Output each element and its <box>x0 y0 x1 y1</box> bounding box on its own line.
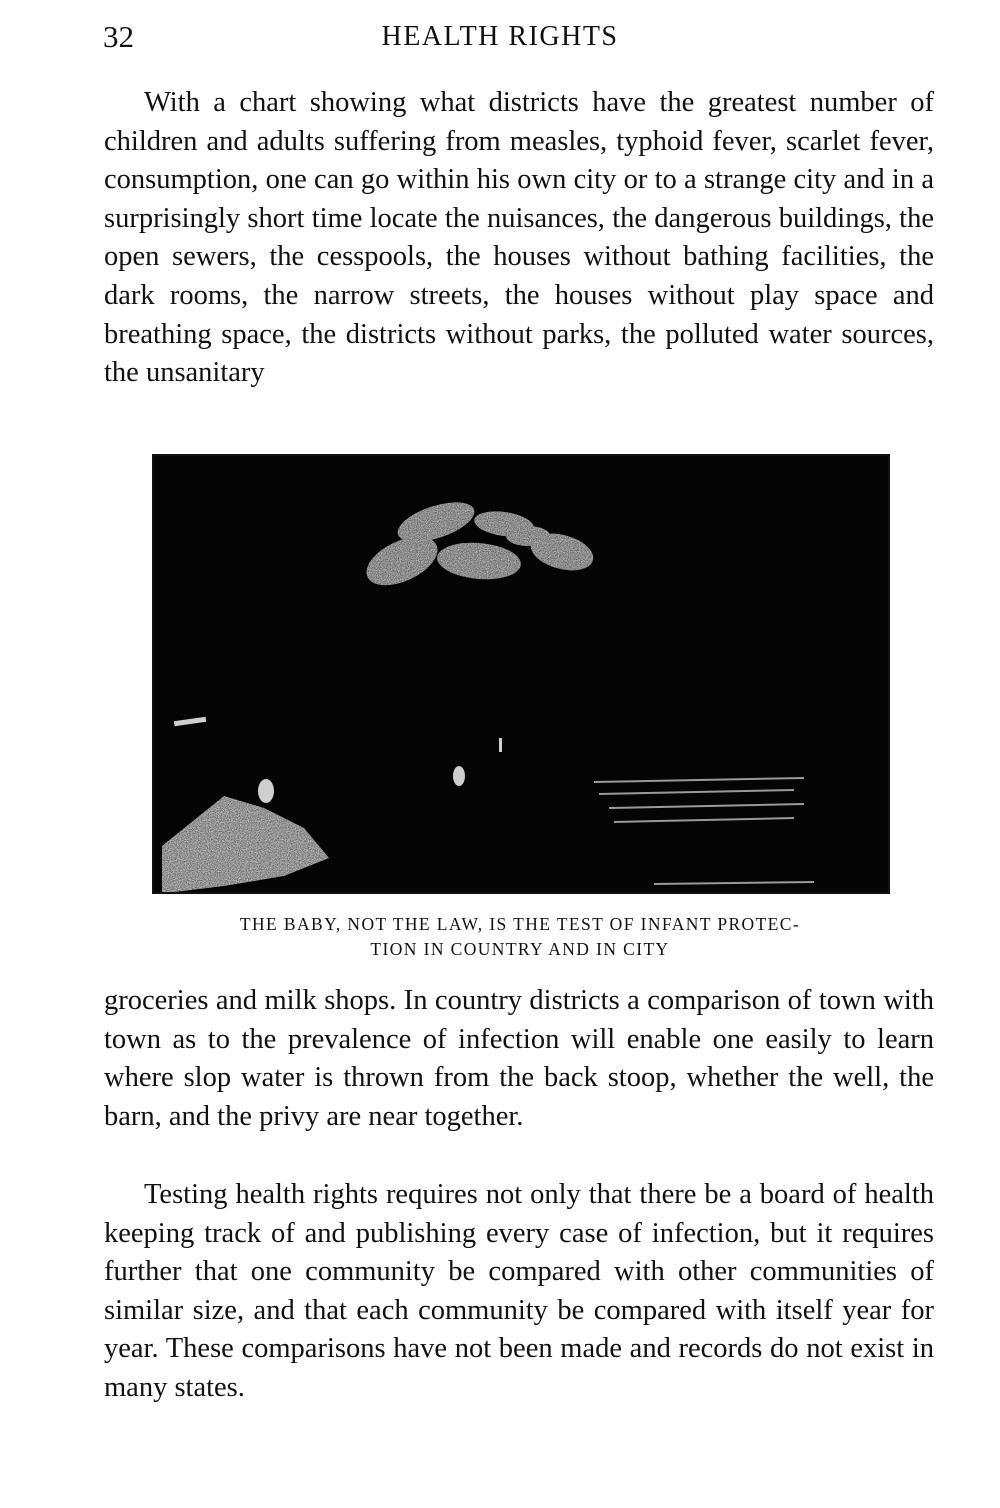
page-number: 32 <box>103 19 134 54</box>
body-paragraph: Testing health rights requires not only that there be a board of health keeping track of and publishing every case of infection, but it requires further that one community be compared with other communities of similar size, and that each community be compared with itself year for year. These comparisons have not been made and records do not exist in many states. <box>104 1179 934 1403</box>
halftone-photograph <box>152 454 890 894</box>
body-paragraph: groceries and milk shops. In country districts a comparison of town with town as to the prevalence of infection will enable one easily to learn where slop water is thrown from the back stoop, whether the well, the barn, and the privy are near together. <box>104 985 934 1132</box>
figure-caption <box>120 912 920 962</box>
caption-line: TION IN COUNTRY AND IN CITY <box>370 939 670 959</box>
photograph-illustration <box>154 456 888 892</box>
running-title: HEALTH RIGHTS <box>381 21 619 52</box>
body-paragraph: With a chart showing what districts have the greatest number of children and adults suffering from measles, typhoid fever, scarlet fever, consumption, one can go within his own city or to a strange city and in a surprisingly short time locate the nuisances, the dangerous buildings, the open sewers, the cesspools, the houses without bathing facilities, the dark rooms, the narrow streets, the houses without play space and breathing space, the districts without parks, the polluted water sources, the unsanitary <box>104 87 934 389</box>
caption-line: THE BABY, NOT THE LAW, IS THE TEST OF INFANT PROTEC- <box>239 914 801 934</box>
